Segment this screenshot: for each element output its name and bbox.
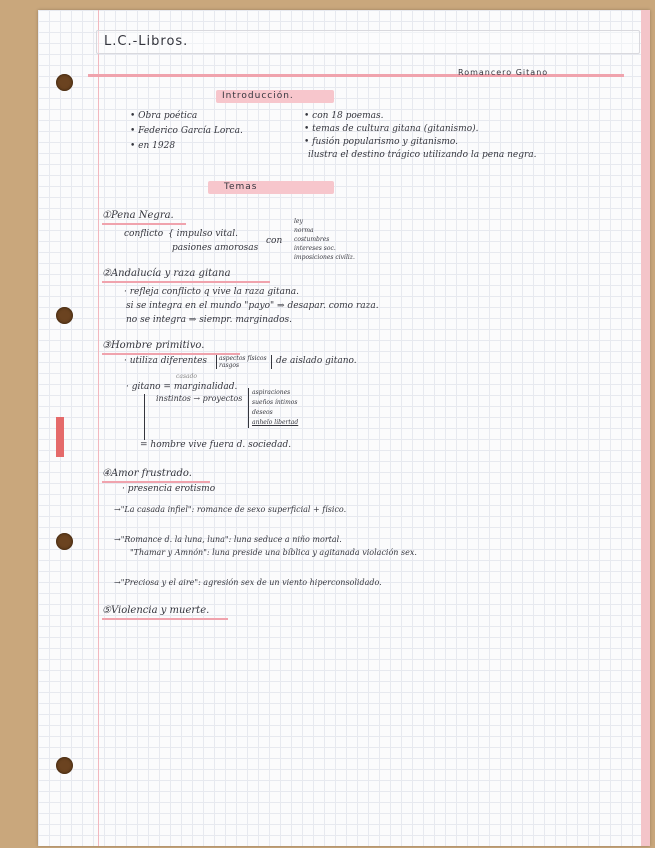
tema1-list-item: costumbres [294,236,330,243]
tema3-text: de aislado gitano. [276,356,357,366]
tema4-item: →"Preciosa y el aire": agresión sex de un viento hiperconsolidado. [114,578,382,587]
tema1-list-item: ley [294,218,303,225]
binder-hole [56,757,73,774]
tema3-list-item: aspiraciones [252,389,291,396]
page-tab [56,417,64,457]
tema-title: ②Andalucía y raza gitana [102,268,231,279]
tema-title: ④Amor frustrado. [102,468,192,479]
tema3-text: · utiliza diferentes [124,356,208,366]
margin-line [98,10,99,846]
tema2-text: si se integra en el mundo "payo" ⇒ desapar. como raza. [126,301,379,311]
tema4-item: →"Romance d. la luna, luna": luna seduce a niño mortal. [114,535,342,544]
intro-left-item: • Obra poética [130,111,198,121]
tema3-arrow-line [144,394,145,440]
tema2-text: no se integra ⇒ siempr. marginados. [126,315,293,325]
notebook-page [38,10,650,846]
tema1-list-item: norma [294,227,314,234]
intro-left-item: • Federico García Lorca. [130,126,243,136]
tema2-text: · refleja conflicto q vive la raza gitana. [124,287,300,297]
tema3-gitano: · gitano = marginalidad. [126,382,238,392]
page-edge-stripe [641,10,650,846]
tema3-arrow-text: instintos → proyectos [156,394,243,403]
intro-heading: Introducción. [222,91,294,101]
tema-title: ①Pena Negra. [102,210,174,221]
tema3-brace [248,388,249,428]
tema3-list-item: anhelo libertad [252,419,299,426]
page-title: L.C.-Libros. [104,34,189,49]
tema-underline [102,618,228,620]
intro-left-item: • en 1928 [130,141,176,151]
tema4-item: →"La casada infiel": romance de sexo superficial + físico. [114,505,347,514]
tema1-list-item: imposiciones civiliz. [294,254,355,261]
intro-right-item: ilustra el destino trágico utilizando la pena negra. [308,150,537,160]
tema-underline [102,281,270,283]
tema3-list-item: sueños íntimos [252,399,298,406]
tema1-text: { impulso vital. [168,229,239,239]
intro-right-item: • temas de cultura gitana (gitanismo). [304,124,479,134]
tema1-text: pasiones amorosas [172,243,259,253]
intro-right-item: • con 18 poemas. [304,111,384,121]
temas-heading: Temas [224,182,258,192]
binder-hole [56,533,73,550]
page-subtitle: Romancero Gitano [458,68,549,77]
tema1-con: con [266,236,283,246]
tema-underline [102,481,210,483]
tema3-caption: casado [176,373,198,380]
tema-underline [102,223,186,225]
tema1-list-item: intereses soc. [294,245,336,252]
tema3-result: = hombre vive fuera d. sociedad. [140,440,292,450]
tema1-text: conflicto [124,229,164,239]
tema3-list-item: deseos [252,409,273,416]
binder-hole [56,74,73,91]
tema4-sub: · presencia erotismo [122,484,216,494]
tema4-item: "Thamar y Amnón": luna preside una bíblica y agitanada violación sex. [130,548,417,557]
tema-title: ⑤Violencia y muerte. [102,605,210,616]
tema-title: ③Hombre primitivo. [102,340,205,351]
tema3-boxed-text: aspectos físicos rasgos [216,355,272,369]
binder-hole [56,307,73,324]
intro-right-item: • fusión popularismo y gitanismo. [304,137,458,147]
